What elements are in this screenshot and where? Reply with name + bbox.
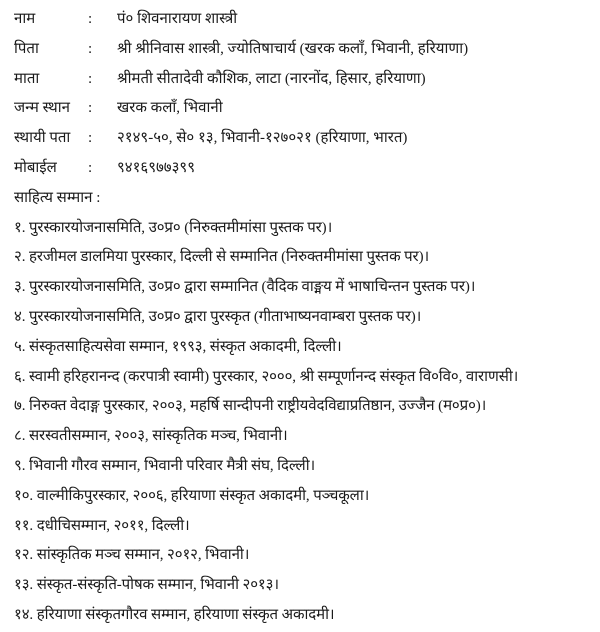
profile-section xyxy=(14,6,518,185)
profile-row xyxy=(14,36,518,66)
awards-heading: साहित्य सम्मान : xyxy=(14,189,101,206)
profile-separator: : xyxy=(88,130,93,147)
award-item: १४. हरियाणा संस्कृतगौरव सम्मान, हरियाणा संस्कृत अकादमी। xyxy=(14,606,335,623)
profile-label: नाम xyxy=(14,11,36,27)
profile-value: २१४९-५०, से० १३, भिवानी-१२७०२१ (हरियाणा, भारत) xyxy=(117,130,408,147)
profile-value: ९४१६९७७३९९ xyxy=(117,159,196,176)
biography-document xyxy=(14,6,518,632)
profile-row xyxy=(14,6,518,36)
profile-label: स्थायी पता xyxy=(14,130,71,147)
profile-row xyxy=(14,66,518,96)
award-item: १. पुरस्कारयोजनासमिति, उ०प्र० (निरुक्तमीमांसा पुस्तक पर)। xyxy=(14,219,333,236)
award-item: ७. निरुक्त वेदाङ्ग पुरस्कार, २००३, महर्षि सान्दीपनी राष्ट्रीयवेदविद्याप्रतिष्ठान, उज्जैन (म०प्र०)। xyxy=(14,398,487,415)
profile-value: खरक कलाँ, भिवानी xyxy=(117,100,223,117)
profile-row xyxy=(14,155,518,185)
profile-row xyxy=(14,125,518,155)
profile-label: पिता xyxy=(14,40,39,57)
award-item: ९. भिवानी गौरव सम्मान, भिवानी परिवार मैत्री संघ, दिल्ली। xyxy=(14,457,316,474)
award-item: १३. संस्कृत-संस्कृति-पोषक सम्मान, भिवानी २०१३। xyxy=(14,577,279,594)
award-item: १२. सांस्कृतिक मञ्च सम्मान, २०१२, भिवानी। xyxy=(14,547,250,564)
profile-separator: : xyxy=(88,159,93,176)
profile-separator: : xyxy=(88,11,93,27)
profile-row xyxy=(14,95,518,125)
profile-separator: : xyxy=(88,100,93,117)
award-item: ८. सरस्वतीसम्मान, २००३, सांस्कृतिक मञ्च, भिवानी। xyxy=(14,428,288,445)
profile-separator: : xyxy=(88,40,93,57)
award-item: ३. पुरस्कारयोजनासमिति, उ०प्र० द्वारा सम्मानित (वैदिक वाङ्मय में भाषाचिन्तन पुस्तक पर)। xyxy=(14,279,476,296)
award-item: ६. स्वामी हरिहरानन्द (करपात्री स्वामी) पुरस्कार, २०००, श्री सम्पूर्णानन्द संस्कृत वि०वि०, वाराणसी। xyxy=(14,368,519,385)
award-item: ४. पुरस्कारयोजनासमिति, उ०प्र० द्वारा पुरस्कृत (गीताभाष्यनवाम्बरा पुस्तक पर)। xyxy=(14,308,422,325)
profile-value: श्रीमती सीतादेवी कौशिक, लाटा (नारनोंद, हिसार, हरियाणा) xyxy=(117,70,426,87)
profile-separator: : xyxy=(88,70,93,87)
profile-value: पं० शिवनारायण शास्त्री xyxy=(117,11,238,27)
award-item: ५. संस्कृतसाहित्यसेवा सम्मान, १९९३, संस्कृत अकादमी, दिल्ली। xyxy=(14,338,342,355)
award-item: ११. दधीचिसम्मान, २०११, दिल्ली। xyxy=(14,517,190,534)
award-item: २. हरजीमल डालमिया पुरस्कार, दिल्ली से सम्मानित (निरुक्तमीमांसा पुस्तक पर)। xyxy=(14,249,430,266)
profile-label: माता xyxy=(14,70,40,87)
award-item: १०. वाल्मीकिपुरस्कार, २००६, हरियाणा संस्कृत अकादमी, पञ्चकूला। xyxy=(14,487,370,504)
profile-label: जन्म स्थान xyxy=(14,100,70,117)
profile-label: मोबाईल xyxy=(14,159,57,176)
awards-list xyxy=(14,215,518,632)
profile-value: श्री श्रीनिवास शास्त्री, ज्योतिषाचार्य (खरक कलाँ, भिवानी, हरियाणा) xyxy=(117,40,469,57)
